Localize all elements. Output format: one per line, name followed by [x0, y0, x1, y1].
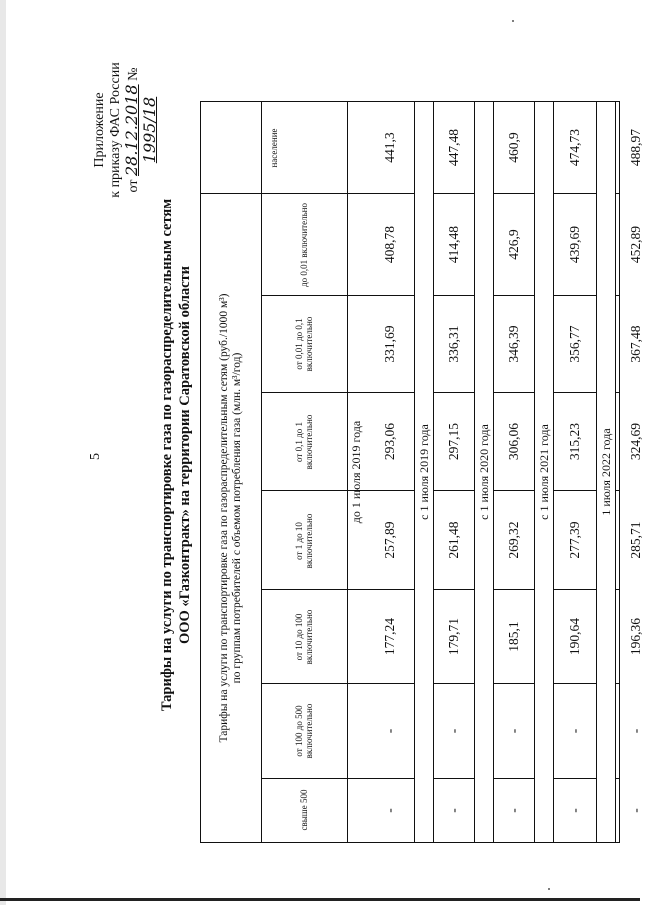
appendix-prefix-ot: от [126, 179, 141, 193]
table-rule [201, 193, 347, 194]
table-cell: - [381, 728, 397, 734]
table-rule [261, 295, 347, 296]
table-cell: 414,48 [446, 225, 461, 264]
table-cell: 285,71 [628, 521, 643, 559]
table-cell: - [381, 808, 397, 813]
table-cell: 269,32 [506, 521, 521, 559]
title-line2: ООО «Газконтракт» на территории Саратовской области [177, 265, 193, 645]
table-cell: 190,64 [567, 617, 582, 656]
table-cell: 426,9 [506, 229, 521, 260]
title-line1: Тарифы на услуги по транспортировке газа по газораспределительным сетям [159, 198, 175, 712]
table-cell: 346,39 [506, 325, 521, 363]
column-header: свыше 500 [299, 789, 309, 831]
period-label: 1 июля 2022 года [598, 428, 613, 516]
appendix-prefix-no: № [126, 67, 141, 81]
appendix-block [92, 45, 160, 215]
table-cell: 331,69 [381, 325, 397, 363]
table-cell: 488,97 [628, 128, 643, 167]
appendix-line3 [124, 45, 160, 215]
table-rule [261, 102, 262, 842]
last-row-clip [616, 102, 643, 842]
table-cell: 452,89 [628, 225, 643, 264]
table-cell: 257,89 [381, 521, 397, 559]
table-cell: 297,15 [446, 422, 461, 461]
appendix-date: 28.12.2018 [122, 84, 141, 177]
table-cell: 447,48 [446, 128, 461, 167]
appendix-number: 1995/18 [140, 96, 159, 164]
group-header [203, 196, 259, 840]
table-cell: 356,77 [567, 325, 582, 363]
table-cell: 460,9 [506, 132, 521, 163]
table-cell: 336,31 [446, 325, 461, 363]
table-cell: 261,48 [446, 521, 461, 559]
appendix-line1: Приложение [92, 92, 107, 168]
table-cell: - [446, 728, 461, 734]
column-header: от 0,1 до 1 включительно [294, 414, 314, 470]
table-cell: - [506, 728, 521, 734]
group-header-line1: Тарифы на услуги по транспортировке газа по газораспределительным сетям (руб./1000 м³) [218, 293, 230, 743]
table-rule [261, 778, 347, 779]
period-label: с 1 июля 2020 года [476, 424, 491, 520]
table-cell: - [567, 728, 582, 734]
table-cell: 441,3 [381, 132, 397, 163]
column-header: население [269, 128, 279, 168]
table-cell: 439,69 [567, 225, 582, 264]
table-cell: 367,48 [628, 325, 643, 363]
table-cell: - [506, 808, 521, 813]
table-cell: 185,1 [506, 621, 521, 652]
table-cell: 306,06 [506, 422, 521, 461]
period-label: до 1 июля 2019 года [349, 420, 363, 524]
document-title [158, 125, 194, 785]
tariff-table [200, 101, 643, 843]
column-header: от 1 до 10 включительно [294, 513, 314, 569]
table-rule [261, 490, 347, 491]
period-label: с 1 июля 2019 года [416, 424, 431, 520]
table-cell: 474,73 [567, 128, 582, 167]
table-cell: 179,71 [446, 617, 461, 656]
column-header: до 0,01 включительно [299, 203, 309, 288]
table-rule [261, 392, 347, 393]
table-cell: - [446, 808, 461, 813]
table-cell: - [567, 808, 582, 813]
table-cell: 177,24 [381, 617, 397, 656]
table-cell: - [628, 728, 643, 734]
table-cell: 408,78 [381, 225, 397, 264]
table-cell: 315,23 [567, 422, 582, 461]
table-cell: - [628, 808, 643, 813]
table-cell: 196,36 [628, 617, 643, 656]
page-number: 5 [88, 453, 103, 460]
appendix-line2: к приказу ФАС России [108, 62, 123, 198]
table-cell: 324,69 [628, 422, 643, 461]
column-header: от 10 до 100 включительно [294, 609, 314, 665]
table-rule [261, 589, 347, 590]
column-header: от 0,01 до 0,1 включительно [294, 316, 314, 372]
period-label: с 1 июля 2021 года [536, 424, 551, 520]
table-cell: 277,39 [567, 521, 582, 559]
table-cell: 293,06 [381, 422, 397, 461]
group-header-line2: по группам потребителей с объемом потребления газа (млн. м³/год) [231, 352, 243, 684]
column-header: от 100 до 500 включительно [294, 703, 314, 759]
table-rule [261, 683, 347, 684]
